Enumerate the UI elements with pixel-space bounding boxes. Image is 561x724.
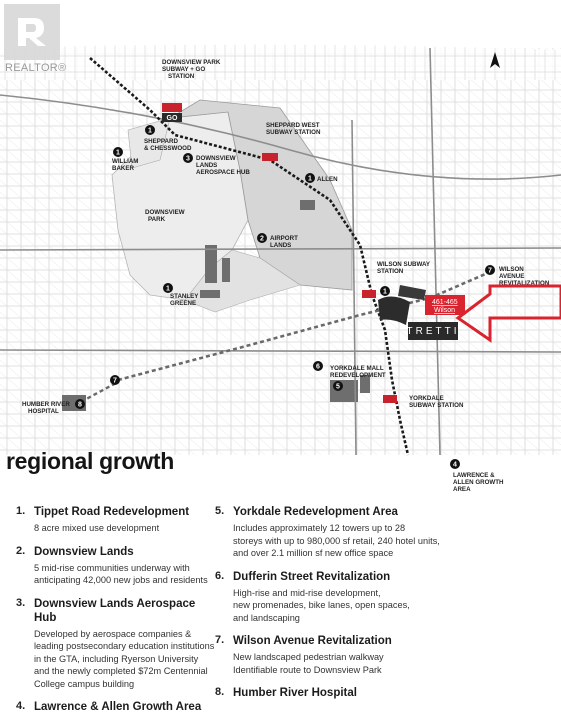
marker-8: [75, 399, 85, 409]
svg-text:TRETTI: TRETTI: [406, 326, 460, 337]
item-description: Includes approximately 12 towers up to 28 storeys with up to 980,000 sf retail, 240 hotel units, and over 2.1 million sf new office space: [233, 523, 440, 558]
svg-text:STATION: STATION: [377, 268, 404, 275]
svg-text:Wilson: Wilson: [434, 307, 456, 314]
svg-text:BAKER: BAKER: [112, 165, 135, 172]
svg-text:STATION: STATION: [168, 73, 195, 80]
svg-text:SHEPPARD: SHEPPARD: [144, 138, 178, 145]
item-description: 5 mid-rise communities underway with anticipating 42,000 new jobs and residents: [34, 562, 208, 585]
svg-text:PARK: PARK: [148, 216, 166, 223]
svg-text:AEROSPACE HUB: AEROSPACE HUB: [196, 169, 250, 176]
address-label: [425, 295, 465, 315]
svg-text:3: 3: [186, 155, 190, 163]
svg-text:HUMBER RIVER: HUMBER RIVER: [22, 401, 70, 408]
svg-text:LANDS: LANDS: [270, 242, 292, 249]
list-item: 8. Humber River Hospital: [215, 686, 445, 700]
marker-7b: [485, 265, 495, 275]
svg-text:ALLEN: ALLEN: [317, 176, 338, 183]
svg-text:& CHESSWOOD: & CHESSWOOD: [144, 145, 192, 152]
svg-text:HOSPITAL: HOSPITAL: [28, 408, 59, 415]
svg-text:YORKDALE MALL: YORKDALE MALL: [330, 365, 384, 372]
realtor-logo-icon: [0, 0, 70, 62]
list-item: 4. Lawrence & Allen Growth Area: [16, 700, 216, 714]
item-heading: Downsview Lands: [34, 545, 134, 558]
list-item: 1. Tippet Road Redevelopment 8 acre mixed use development: [16, 505, 216, 535]
growth-list-right: [215, 505, 445, 710]
svg-text:SUBWAY STATION: SUBWAY STATION: [409, 402, 464, 409]
svg-text:WILLIAM: WILLIAM: [112, 158, 139, 165]
realtor-watermark-text: REALTOR®: [5, 62, 67, 74]
svg-text:LANDS: LANDS: [196, 162, 218, 169]
svg-text:5: 5: [336, 383, 340, 391]
go-badge: GO: [166, 115, 178, 122]
svg-text:WILSON SUBWAY: WILSON SUBWAY: [377, 261, 431, 268]
marker-4: [450, 459, 460, 469]
item-description: New landscaped pedestrian walkway Identifiable route to Downsview Park: [233, 652, 384, 675]
svg-text:1: 1: [148, 127, 152, 135]
marker-1d: [163, 283, 173, 293]
svg-text:SUBWAY + GO: SUBWAY + GO: [162, 66, 206, 73]
svg-text:SHEPPARD WEST: SHEPPARD WEST: [266, 122, 320, 129]
marker-1a: [145, 125, 155, 135]
list-item: 2. Downsview Lands 5 mid-rise communities underway with anticipating 42,000 new jobs and residents: [16, 545, 216, 587]
svg-text:7: 7: [113, 377, 117, 385]
svg-text:STANLEY: STANLEY: [170, 293, 199, 300]
item-heading: Wilson Avenue Revitalization: [233, 635, 392, 647]
svg-text:REVITALIZATION: REVITALIZATION: [499, 280, 550, 287]
svg-text:SUBWAY STATION: SUBWAY STATION: [266, 129, 321, 136]
svg-text:1: 1: [383, 288, 387, 296]
svg-text:AIRPORT: AIRPORT: [270, 235, 298, 242]
item-description: Developed by aerospace companies & leading postsecondary education institutions in the GTA, including Ryerson University and the newly completed $72m Centennial College campus building: [34, 628, 215, 689]
svg-text:DOWNSVIEW PARK: DOWNSVIEW PARK: [162, 59, 221, 66]
item-heading: Lawrence & Allen Growth Area: [34, 701, 202, 713]
marker-2: [257, 233, 267, 243]
svg-text:1: 1: [116, 149, 120, 157]
svg-text:DOWNSVIEW: DOWNSVIEW: [196, 155, 236, 162]
item-heading: Downsview Lands Aerospace Hub: [34, 597, 196, 624]
svg-text:7: 7: [488, 267, 492, 275]
list-item: 7. Wilson Avenue Revitalization New landscaped pedestrian walkway Identifiable route to Downsview Park: [215, 634, 445, 676]
svg-text:8: 8: [78, 401, 82, 409]
item-heading: Humber River Hospital: [233, 687, 357, 699]
svg-text:REDEVELOPMENT: REDEVELOPMENT: [330, 372, 386, 379]
marker-3: [183, 153, 193, 163]
marker-7a: [110, 375, 120, 385]
item-heading: Yorkdale Redevelopment Area: [233, 506, 398, 518]
svg-text:4: 4: [453, 461, 457, 469]
svg-text:GREENE: GREENE: [170, 300, 197, 307]
growth-list-left: [16, 505, 216, 724]
marker-6: [313, 361, 323, 371]
lawrence-allen-label: LAWRENCE & ALLEN GROWTH AREA: [453, 472, 504, 493]
item-description: High-rise and mid-rise development, new promenades, bike lanes, open spaces, and landscaping: [233, 587, 410, 623]
svg-text:YORKDALE: YORKDALE: [409, 395, 444, 402]
marker-1c: [305, 173, 315, 183]
marker-1e: [380, 286, 390, 296]
svg-text:WILSON: WILSON: [499, 266, 524, 273]
item-heading: Dufferin Street Revitalization: [233, 570, 391, 583]
marker-5: [333, 381, 343, 391]
item-heading: Tippet Road Redevelopment: [34, 506, 190, 518]
svg-text:DOWNSVIEW: DOWNSVIEW: [145, 209, 185, 216]
realtor-watermark: [0, 0, 70, 80]
svg-text:6: 6: [316, 363, 320, 371]
svg-text:461-465: 461-465: [432, 299, 458, 306]
item-description: 8 acre mixed use development: [34, 523, 160, 533]
svg-text:2: 2: [260, 235, 264, 243]
svg-text:1: 1: [166, 285, 170, 293]
svg-text:1: 1: [308, 175, 312, 183]
marker-1b: [113, 147, 123, 157]
list-item: 5. Yorkdale Redevelopment Area Includes approximately 12 towers up to 28 storeys with up to 980,000 sf retail, 240 hotel units, and over 2.1 million sf new office space: [215, 505, 445, 560]
list-item: 6. Dufferin Street Revitalization High-rise and mid-rise development, new promenades, bike lanes, open spaces, and landscaping: [215, 570, 445, 625]
svg-text:AVENUE: AVENUE: [499, 273, 525, 280]
section-title: regional growth: [6, 448, 175, 474]
list-item: 3. Downsview Lands Aerospace Hub Developed by aerospace companies & leading postsecondary education institutions in the GTA, including Ryerson University and the newly completed $72m Centennial College campus building: [16, 596, 215, 689]
